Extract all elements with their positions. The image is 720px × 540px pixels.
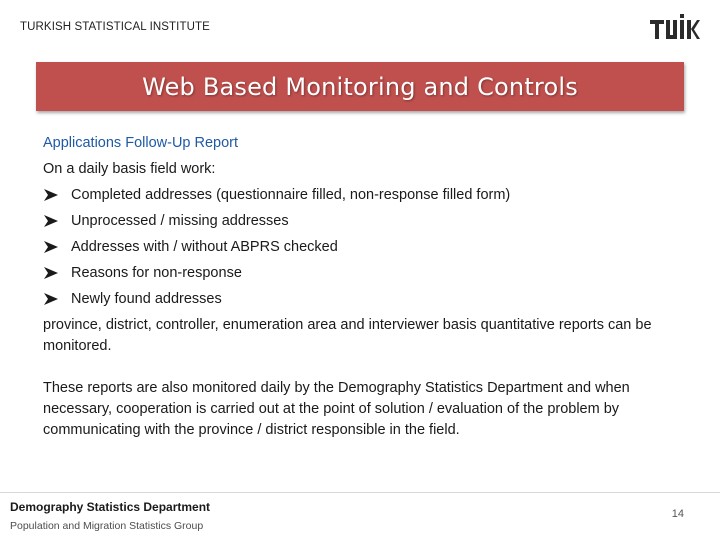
- slide-body: [43, 130, 683, 441]
- list-item: [43, 286, 683, 312]
- page-number: 14: [671, 508, 684, 520]
- bullet-text: Newly found addresses: [71, 291, 222, 307]
- list-item: [43, 182, 683, 208]
- bullet-text: Unprocessed / missing addresses: [71, 213, 289, 229]
- intro-text: On a daily basis field work:: [43, 161, 216, 177]
- footer-group: Population and Migration Statistics Group: [10, 520, 204, 532]
- list-item: [43, 208, 683, 234]
- arrow-bullet-icon: [43, 188, 59, 202]
- arrow-bullet-icon: [43, 214, 59, 228]
- arrow-bullet-icon: [43, 240, 59, 254]
- monitoring-paragraph: province, district, controller, enumeration area and interviewer basis quantitative reports can be monitored.: [43, 317, 652, 354]
- tuik-logo: [650, 14, 700, 40]
- title-banner: [36, 62, 684, 111]
- cooperation-paragraph: These reports are also monitored daily by the Demography Statistics Department and when necessary, cooperation is carried out at the point of solution / evaluation of the problem by communicating with the province / district responsible in the field.: [43, 380, 630, 438]
- arrow-bullet-icon: [43, 266, 59, 280]
- organization-name: TURKISH STATISTICAL INSTITUTE: [20, 21, 210, 33]
- footer-department: Demography Statistics Department: [10, 500, 211, 514]
- bullet-text: Completed addresses (questionnaire filled, non-response filled form): [71, 187, 511, 203]
- footer-divider: [0, 492, 720, 493]
- arrow-bullet-icon: [43, 292, 59, 306]
- bullet-text: Reasons for non-response: [71, 265, 242, 281]
- report-title: Applications Follow-Up Report: [43, 135, 239, 151]
- bullet-text: Addresses with / without ABPRS checked: [71, 239, 338, 255]
- list-item: [43, 260, 683, 286]
- slide-title: Web Based Monitoring and Controls: [142, 72, 578, 101]
- list-item: [43, 234, 683, 260]
